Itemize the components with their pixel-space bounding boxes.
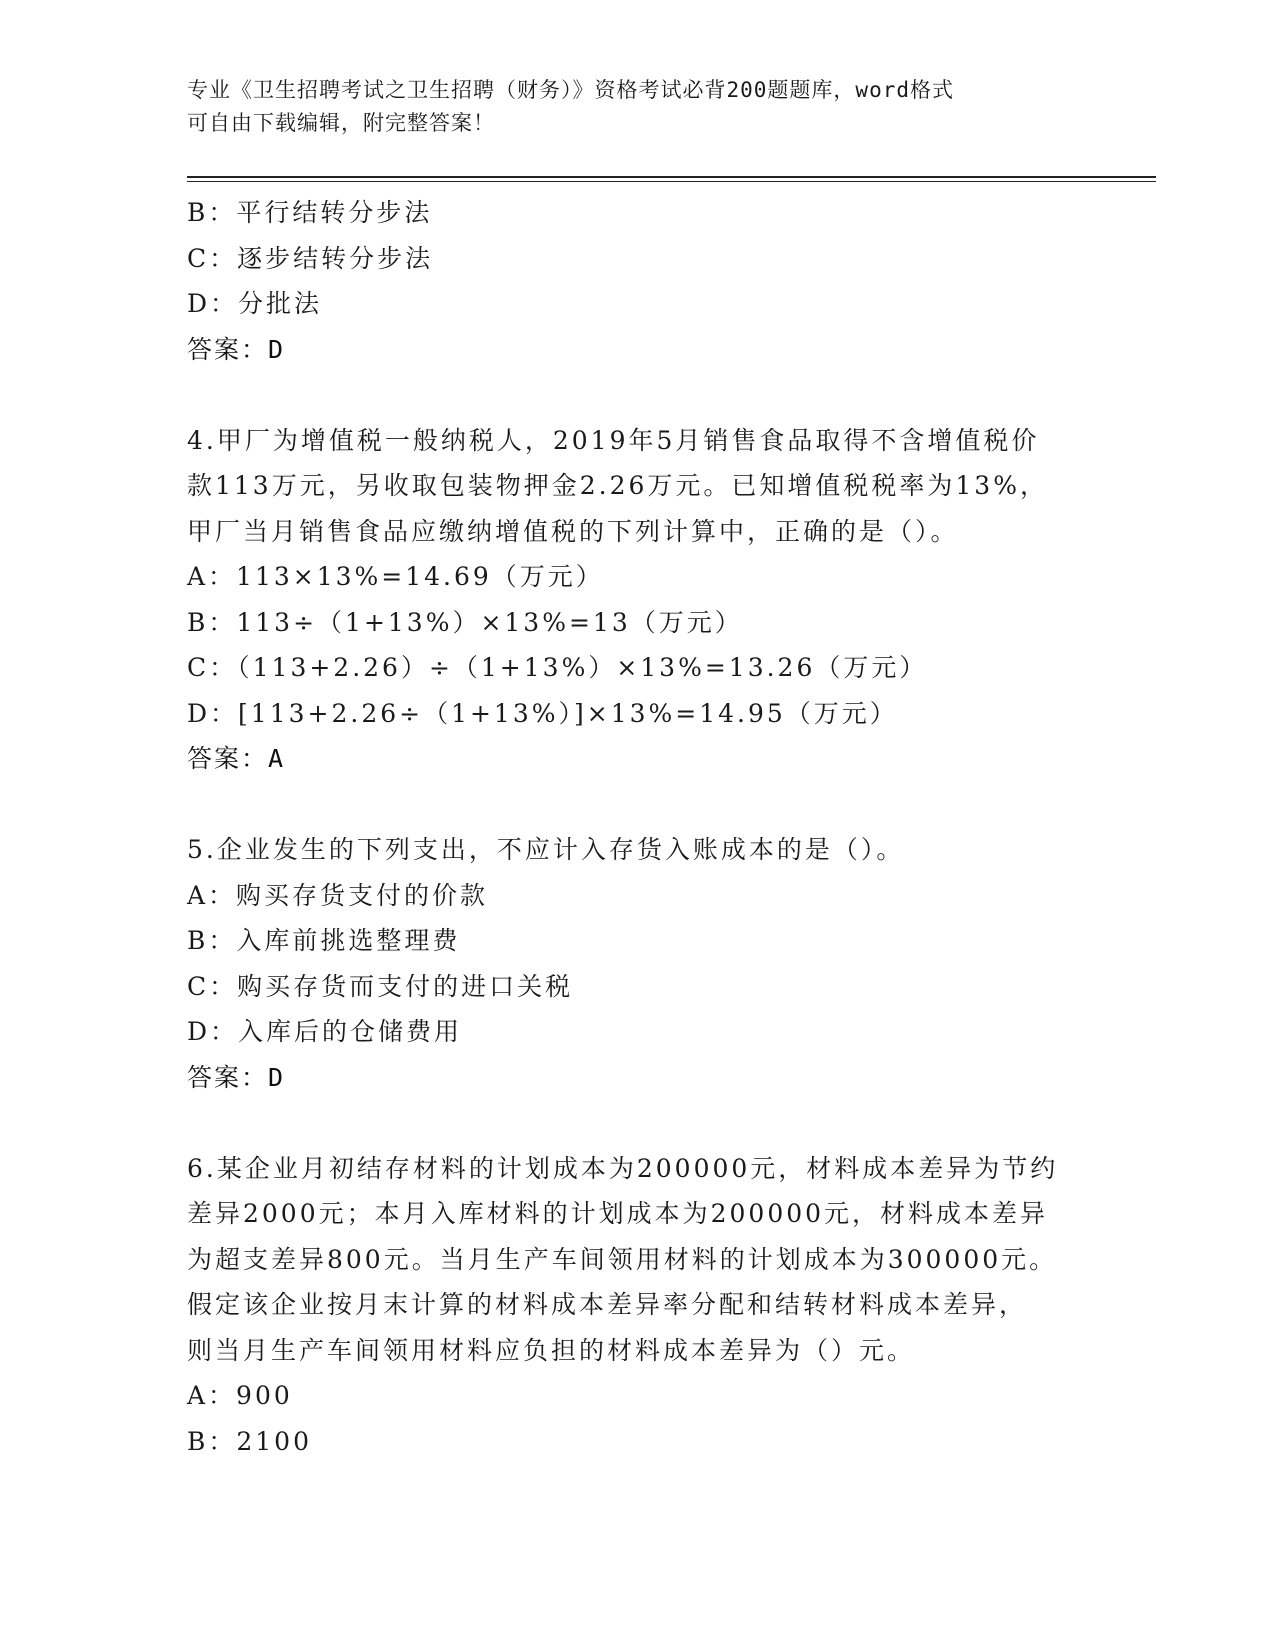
answer-line: 答案：D — [187, 334, 286, 364]
option-b: B：113÷（1+13%）×13%=13（万元） — [187, 607, 743, 637]
option-d: D：入库后的仓储费用 — [187, 1017, 463, 1046]
question-stem-line: 甲厂当月销售食品应缴纳增值税的下列计算中，正确的是（）。 — [187, 516, 959, 546]
question-stem-line: 5.企业发生的下列支出，不应计入存货入账成本的是（）。 — [187, 835, 905, 864]
header-title-line-1: 专业《卫生招聘考试之卫生招聘（财务）》资格考试必背200题题库，word格式 — [187, 78, 954, 102]
question-stem-line: 差异2000元；本月入库材料的计划成本为200000元，材料成本差异 — [187, 1199, 1049, 1228]
option-b: B：入库前挑选整理费 — [187, 926, 461, 955]
option-c: C：逐步结转分步法 — [187, 243, 434, 273]
option-c: C：（113+2.26）÷（1+13%）×13%=13.26（万元） — [187, 653, 928, 682]
header-title-line-2: 可自由下载编辑，附完整答案！ — [187, 111, 495, 135]
question-5 — [187, 827, 1087, 1100]
spacer — [187, 782, 1087, 828]
document-body — [187, 190, 1087, 1464]
header-divider-thin — [187, 181, 1156, 182]
question-stem-line: 6.某企业月初结存材料的计划成本为200000元，材料成本差异为节约 — [187, 1153, 1059, 1183]
question-3 — [187, 190, 1087, 372]
question-6 — [187, 1146, 1087, 1465]
option-d: D：分批法 — [187, 289, 323, 318]
option-b: B：2100 — [187, 1426, 312, 1456]
question-4 — [187, 418, 1087, 782]
option-d: D：[113+2.26÷（1+13%）]×13%=14.95（万元） — [187, 698, 898, 728]
option-a: A：113×13%=14.69（万元） — [187, 562, 604, 591]
spacer — [187, 1100, 1087, 1146]
header-divider-thick — [187, 176, 1156, 178]
option-a: A：购买存货支付的价款 — [187, 880, 489, 910]
answer-line: 答案：A — [187, 744, 286, 773]
document-header — [187, 74, 1067, 140]
question-stem-line: 款113万元，另收取包装物押金2.26万元。已知增值税税率为13%， — [187, 471, 1048, 500]
option-c: C：购买存货而支付的进口关税 — [187, 971, 574, 1001]
question-stem-line: 4.甲厂为增值税一般纳税人，2019年5月销售食品取得不含增值税价 — [187, 425, 1040, 455]
question-stem-line: 假定该企业按月末计算的材料成本差异率分配和结转材料成本差异， — [187, 1290, 1028, 1319]
question-stem-line: 为超支差异800元。当月生产车间领用材料的计划成本为300000元。 — [187, 1244, 1058, 1274]
answer-line: 答案：D — [187, 1062, 286, 1092]
spacer — [187, 372, 1087, 418]
option-b: B：平行结转分步法 — [187, 198, 433, 227]
option-a: A：900 — [187, 1381, 293, 1410]
question-stem-line: 则当月生产车间领用材料应负担的材料成本差异为（）元。 — [187, 1335, 916, 1365]
